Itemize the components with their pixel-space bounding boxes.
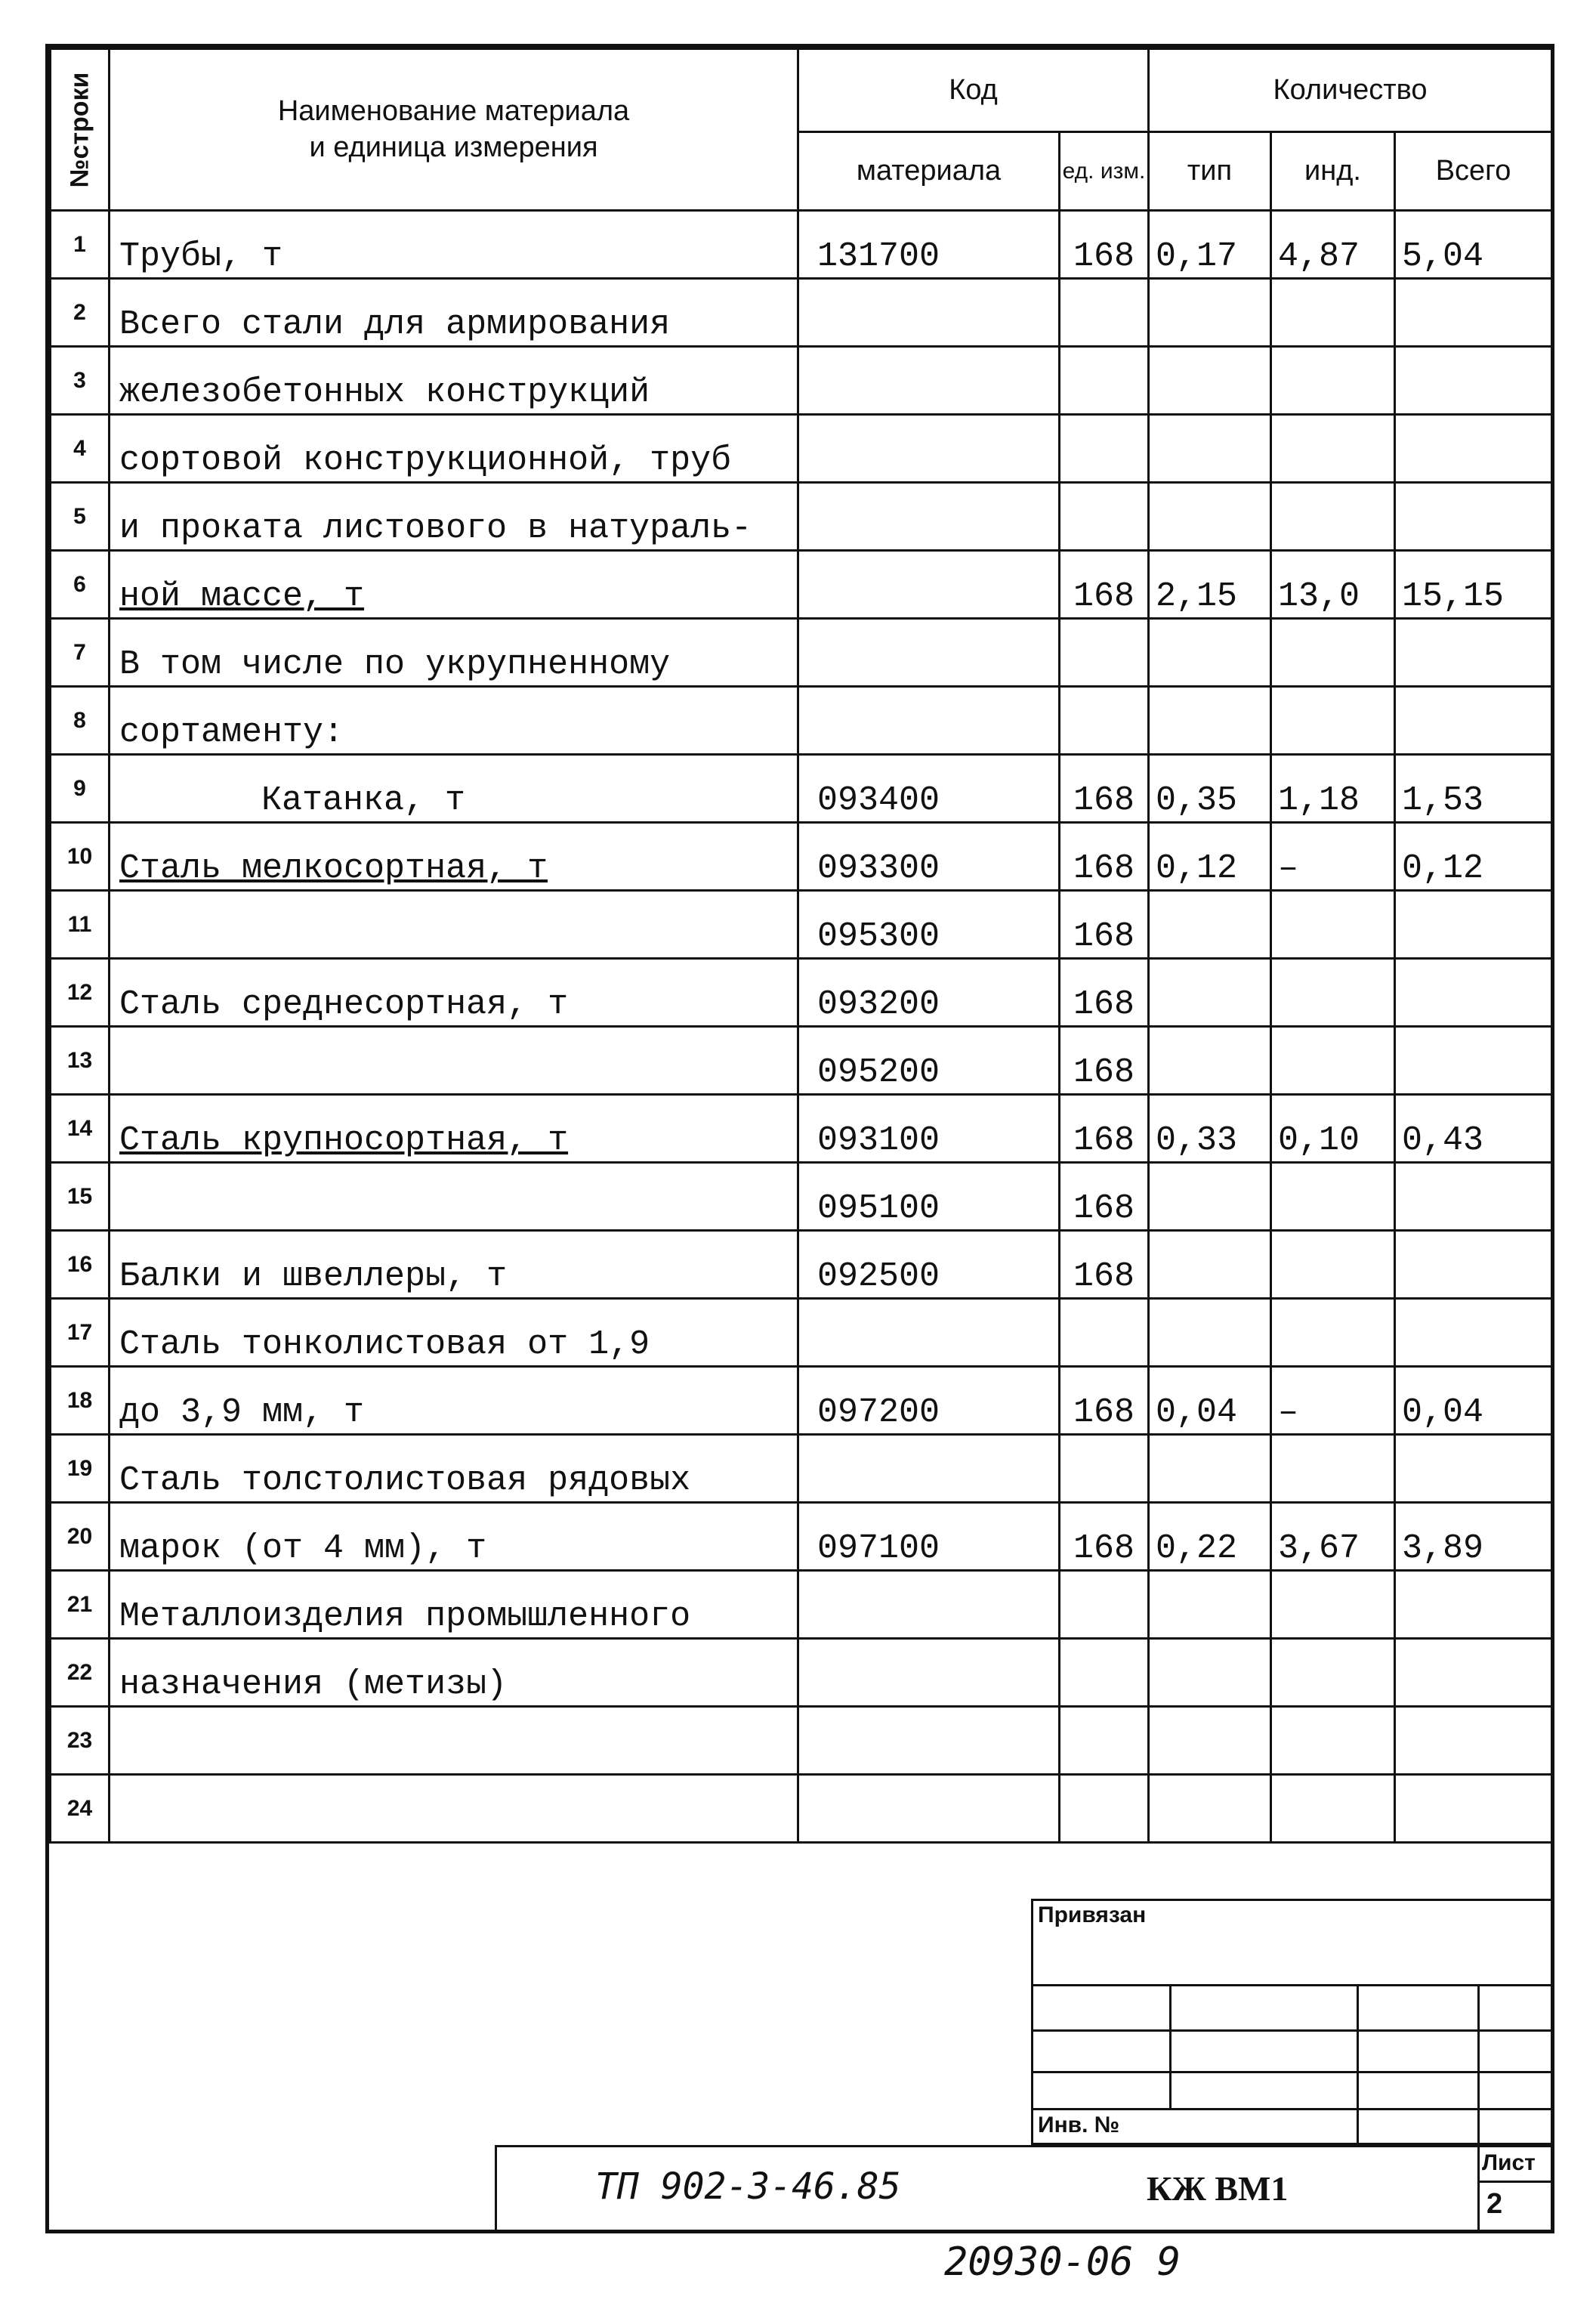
unit-code: 168 [1060,1163,1149,1231]
material-code: 093300 [798,823,1060,891]
qty-type [1149,1707,1271,1775]
qty-ind [1271,1639,1395,1707]
qty-type [1149,619,1271,687]
unit-code: 168 [1060,891,1149,959]
qty-type [1149,1163,1271,1231]
table-row [51,415,1552,483]
unit-code [1060,347,1149,415]
qty-ind: 3,67 [1271,1503,1395,1571]
material-name [110,1707,798,1775]
document-sheet [45,44,1554,2233]
table-row [51,551,1552,619]
qty-ind: – [1271,823,1395,891]
table-row [51,1435,1552,1503]
row-number: 22 [51,1639,110,1707]
table-row [51,483,1552,551]
material-code [798,687,1060,755]
material-name: Балки и швеллеры, т [110,1231,798,1299]
stamp-line [1477,2147,1480,2232]
qty-total [1395,959,1552,1027]
row-number: 5 [51,483,110,551]
material-name-text: ной массе, т [119,577,365,616]
unit-code: 168 [1060,1503,1149,1571]
qty-total [1395,1639,1552,1707]
row-number: 6 [51,551,110,619]
qty-total [1395,1027,1552,1095]
qty-ind [1271,1775,1395,1843]
material-name: Сталь тонколистовая от 1,9 [110,1299,798,1367]
table-row [51,1163,1552,1231]
qty-type [1149,891,1271,959]
qty-total [1395,483,1552,551]
material-code [798,1571,1060,1639]
material-code [798,279,1060,347]
unit-code [1060,415,1149,483]
row-number: 10 [51,823,110,891]
table-row [51,823,1552,891]
material-code [798,1299,1060,1367]
unit-code [1060,483,1149,551]
table-row [51,347,1552,415]
code-material-header: материала [798,132,1060,211]
row-number: 13 [51,1027,110,1095]
material-code [798,1639,1060,1707]
material-code: 095200 [798,1027,1060,1095]
stamp-line [1033,2108,1553,2110]
unit-code [1060,619,1149,687]
material-code [798,551,1060,619]
material-code: 092500 [798,1231,1060,1299]
material-name: сортовой конструкционной, труб [110,415,798,483]
qty-ind: 1,18 [1271,755,1395,823]
qty-ind [1271,1299,1395,1367]
row-number: 2 [51,279,110,347]
stamp-line [1033,1984,1553,1986]
unit-code: 168 [1060,959,1149,1027]
qty-type: 0,17 [1149,211,1271,279]
qty-total: 1,53 [1395,755,1552,823]
unit-code: 168 [1060,1367,1149,1435]
table-row [51,1775,1552,1843]
material-code: 095100 [798,1163,1060,1231]
qty-ind: 0,10 [1271,1095,1395,1163]
unit-code [1060,1707,1149,1775]
material-name-header-line2: и единица измерения [309,131,598,163]
material-name-header-line1: Наименование материала [277,95,630,127]
qty-type [1149,687,1271,755]
qty-ind: – [1271,1367,1395,1435]
stamp-line [1033,2029,1553,2032]
qty-ind [1271,959,1395,1027]
qty-ind [1271,1435,1395,1503]
row-number: 9 [51,755,110,823]
material-code: 131700 [798,211,1060,279]
material-name: Катанка, т [110,755,798,823]
unit-code [1060,1435,1149,1503]
code-unit-header: ед. изм. [1060,132,1149,211]
material-name: Сталь среднесортная, т [110,959,798,1027]
qty-type [1149,1231,1271,1299]
qty-total [1395,1435,1552,1503]
row-number-header [51,49,110,211]
qty-total-header: Всего [1395,132,1552,211]
qty-ind [1271,891,1395,959]
row-number: 16 [51,1231,110,1299]
qty-ind [1271,687,1395,755]
qty-total [1395,619,1552,687]
doc-mark: КЖ ВМ1 [1147,2169,1289,2208]
qty-type: 0,04 [1149,1367,1271,1435]
qty-total [1395,1299,1552,1367]
qty-ind [1271,1163,1395,1231]
row-number: 7 [51,619,110,687]
qty-total [1395,1163,1552,1231]
qty-total: 5,04 [1395,211,1552,279]
material-name: назначения (метизы) [110,1639,798,1707]
qty-type [1149,1435,1271,1503]
qty-type [1149,279,1271,347]
qty-ind: 4,87 [1271,211,1395,279]
material-code [798,1435,1060,1503]
row-number: 14 [51,1095,110,1163]
row-number: 11 [51,891,110,959]
unit-code: 168 [1060,211,1149,279]
code-header: Код [798,49,1149,132]
material-name [110,823,798,891]
row-number: 18 [51,1367,110,1435]
qty-total [1395,1231,1552,1299]
qty-type: 2,15 [1149,551,1271,619]
qty-type [1149,1027,1271,1095]
unit-code [1060,1639,1149,1707]
material-name [110,1027,798,1095]
qty-total: 0,43 [1395,1095,1552,1163]
unit-code [1060,1775,1149,1843]
material-name: марок (от 4 мм), т [110,1503,798,1571]
stamp-line [1033,2071,1553,2073]
table-row [51,891,1552,959]
qty-total [1395,1775,1552,1843]
inv-no-label: Инв. № [1038,2113,1120,2137]
qty-total [1395,891,1552,959]
qty-total [1395,415,1552,483]
material-name-text: Сталь крупносортная, т [119,1121,569,1160]
qty-type [1149,1571,1271,1639]
qty-type [1149,959,1271,1027]
qty-type [1149,1639,1271,1707]
material-code: 097200 [798,1367,1060,1435]
material-name: В том числе по укрупненному [110,619,798,687]
qty-type: 0,33 [1149,1095,1271,1163]
unit-code [1060,1571,1149,1639]
material-name: до 3,9 мм, т [110,1367,798,1435]
table-row [51,755,1552,823]
qty-total [1395,1571,1552,1639]
material-code: 095300 [798,891,1060,959]
unit-code: 168 [1060,1231,1149,1299]
qty-ind [1271,347,1395,415]
material-name-header [110,49,798,211]
material-name [110,551,798,619]
qty-type: 0,12 [1149,823,1271,891]
qty-ind [1271,1571,1395,1639]
material-name: и проката листового в натураль- [110,483,798,551]
qty-type: 0,22 [1149,1503,1271,1571]
quantity-header: Количество [1149,49,1552,132]
unit-code: 168 [1060,1027,1149,1095]
unit-code [1060,1299,1149,1367]
archive-number: 20930-06 9 [944,2239,1181,2285]
row-number: 1 [51,211,110,279]
stamp-line [1477,2181,1553,2183]
material-code [798,1775,1060,1843]
unit-code: 168 [1060,1095,1149,1163]
unit-code: 168 [1060,755,1149,823]
qty-ind: 13,0 [1271,551,1395,619]
material-name [110,891,798,959]
table-row [51,1707,1552,1775]
stamp-line [1169,1984,1172,2108]
qty-total [1395,687,1552,755]
row-number: 8 [51,687,110,755]
table-row [51,687,1552,755]
qty-ind [1271,1707,1395,1775]
qty-ind [1271,415,1395,483]
row-number: 24 [51,1775,110,1843]
qty-ind [1271,279,1395,347]
row-number: 12 [51,959,110,1027]
material-name [110,1095,798,1163]
qty-type [1149,347,1271,415]
qty-type-header: тип [1149,132,1271,211]
material-code [798,415,1060,483]
table-row [51,1367,1552,1435]
qty-ind-header: инд. [1271,132,1395,211]
title-block [495,2145,1551,2230]
material-name: железобетонных конструкций [110,347,798,415]
unit-code [1060,687,1149,755]
material-code: 093200 [798,959,1060,1027]
table-row [51,1299,1552,1367]
table-row [51,1503,1552,1571]
table-row [51,1639,1552,1707]
qty-total [1395,279,1552,347]
table-row [51,1231,1552,1299]
material-name: Металлоизделия промышленного [110,1571,798,1639]
stamp-line [1357,1984,1359,2147]
qty-total [1395,1707,1552,1775]
material-code [798,347,1060,415]
row-number: 19 [51,1435,110,1503]
binding-stamp [1031,1899,1551,2145]
row-number: 3 [51,347,110,415]
material-code [798,619,1060,687]
material-name [110,1775,798,1843]
qty-total: 15,15 [1395,551,1552,619]
row-number: 20 [51,1503,110,1571]
qty-ind [1271,1027,1395,1095]
material-name: сортаменту: [110,687,798,755]
qty-total: 0,12 [1395,823,1552,891]
table-row [51,211,1552,279]
material-name [110,1163,798,1231]
qty-total: 3,89 [1395,1503,1552,1571]
material-code: 093400 [798,755,1060,823]
table-row [51,959,1552,1027]
unit-code: 168 [1060,551,1149,619]
sheet-label: Лист [1482,2150,1536,2175]
material-spec-table [49,48,1553,1844]
qty-total [1395,347,1552,415]
material-code [798,1707,1060,1775]
qty-type [1149,1299,1271,1367]
sheet-number: 2 [1486,2188,1503,2220]
qty-ind [1271,1231,1395,1299]
row-number: 17 [51,1299,110,1367]
material-code: 097100 [798,1503,1060,1571]
material-code: 093100 [798,1095,1060,1163]
material-code [798,483,1060,551]
table-row [51,1027,1552,1095]
material-name: Сталь толстолистовая рядовых [110,1435,798,1503]
row-number-header-label: №строки [65,72,94,187]
qty-ind [1271,619,1395,687]
row-number: 23 [51,1707,110,1775]
material-name: Всего стали для армирования [110,279,798,347]
unit-code [1060,279,1149,347]
qty-type [1149,1775,1271,1843]
qty-type [1149,483,1271,551]
table-row [51,1571,1552,1639]
table-row [51,279,1552,347]
row-number: 15 [51,1163,110,1231]
row-number: 4 [51,415,110,483]
stamp-line [1477,1984,1480,2147]
doc-code: ТП 902-3-46.85 [595,2165,901,2208]
qty-ind [1271,483,1395,551]
qty-total: 0,04 [1395,1367,1552,1435]
table-row [51,619,1552,687]
bound-label: Привязан [1038,1902,1147,1927]
unit-code: 168 [1060,823,1149,891]
table-row [51,1095,1552,1163]
qty-type: 0,35 [1149,755,1271,823]
material-name: Трубы, т [110,211,798,279]
material-name-text: Сталь мелкосортная, т [119,849,548,888]
qty-type [1149,415,1271,483]
row-number: 21 [51,1571,110,1639]
